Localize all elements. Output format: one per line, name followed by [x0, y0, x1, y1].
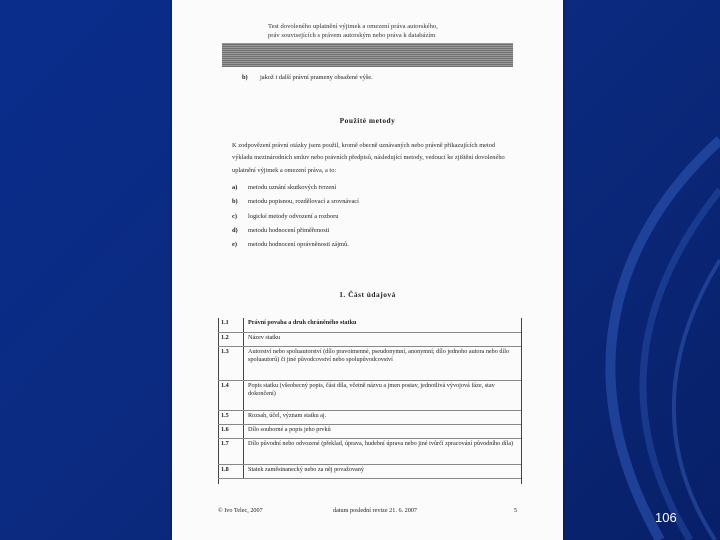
method-label: a): [232, 184, 238, 191]
method-text: logické metody odvození a rozboru: [248, 212, 339, 220]
table-row: [218, 332, 521, 346]
part-title: 1. Část údajová: [339, 290, 396, 299]
method-label: e): [232, 241, 237, 249]
method-text: metodu hodnocení oprávněnosti zájmů.: [248, 241, 349, 249]
row-text: Autorství nebo spoluautorství (dílo pravoimenné, pseudonymní, anonymní; dílo jednoho autora nebo dílo spoluautorů) či jiné původcovství nebo spolupůvodcovství: [244, 346, 522, 380]
table-row: [218, 318, 521, 332]
method-label: c): [232, 212, 237, 220]
list-item: [232, 198, 516, 212]
item-b-text: jakož i další právní prameny obsažené výše.: [260, 74, 373, 81]
header-line: Test dovoleného uplatnění výjimek a omezení práva autorského,: [268, 23, 438, 30]
row-number: 1.7: [218, 438, 244, 464]
footer-page-number: 5: [513, 507, 517, 514]
table-row: [218, 438, 521, 464]
table-row: [218, 424, 521, 438]
item-b-label: b): [242, 74, 248, 81]
method-label: b): [232, 198, 238, 206]
row-text: Název statku: [244, 332, 522, 346]
list-item: [232, 184, 516, 198]
row-number: 1.8: [218, 464, 244, 478]
method-text: metodu popisnou, rozdělovací a srovnávací: [248, 198, 359, 206]
row-number: 1.2: [218, 332, 244, 346]
row-text: Dílo souborné a popis jeho prvků: [244, 424, 522, 438]
row-text: Statek zaměstnanecký nebo za něj považovaný: [244, 464, 522, 478]
item-b: [242, 74, 502, 82]
method-label: d): [232, 226, 238, 234]
footer-revision-date: datum poslední revize 21. 6. 2007: [333, 507, 418, 514]
row-number: 1.3: [218, 346, 244, 380]
methods-title: Použité metody: [339, 116, 396, 125]
list-item: [232, 227, 516, 241]
row-text: Rozsah, účel, význam statku aj.: [244, 410, 522, 424]
row-number: 1.6: [218, 424, 244, 438]
method-text: metodu uznání skutkových tvrzení: [248, 184, 337, 191]
table-border-right: [521, 318, 522, 484]
header-line: práv souvisejících s právem autorským nebo práva k databázím: [268, 32, 436, 40]
document-header: [268, 22, 518, 40]
scanned-document-page: [172, 0, 563, 540]
methods-list: [232, 184, 516, 255]
row-number: 1.4: [218, 380, 244, 410]
table-row: [218, 346, 521, 380]
row-number: 1.5: [218, 410, 244, 424]
list-item: [232, 213, 516, 227]
methods-intro: K zodpovězení právní otázky jsem použil, kromě obecně uznávaných nebo právně přikazujících metod výkladu mezinárodních smluv nebo právních předpisů, následující metody, vedoucí ke zjištění dovoleného uplatnění výjimek a omezení práva, a to:: [232, 142, 505, 174]
table-row: [218, 380, 521, 410]
row-text: Právní povaha a druh chráněného statku: [244, 318, 522, 332]
row-text: Popis statku (všeobecný popis, část díla, včetně názvu a jmen postav, jednotlivá vývojová fáze, stav dokončení): [244, 380, 522, 410]
footer-copyright: © Ivo Telec, 2007: [218, 507, 263, 514]
row-number: 1.1: [218, 318, 244, 332]
row-text: Dílo původní nebo odvozené (překlad, úprava, hudební úprava nebo jiné tvůrčí zpracování původního díla): [244, 438, 522, 464]
table-row: [218, 464, 521, 478]
method-text: metodu hodnocení přiměřenosti: [248, 226, 330, 234]
slide-number: 106: [655, 510, 677, 525]
data-section-table: [218, 318, 521, 479]
gray-band: [222, 43, 513, 67]
list-item: [232, 241, 516, 255]
table-row: [218, 410, 521, 424]
background-swirl-decoration: [550, 120, 720, 540]
